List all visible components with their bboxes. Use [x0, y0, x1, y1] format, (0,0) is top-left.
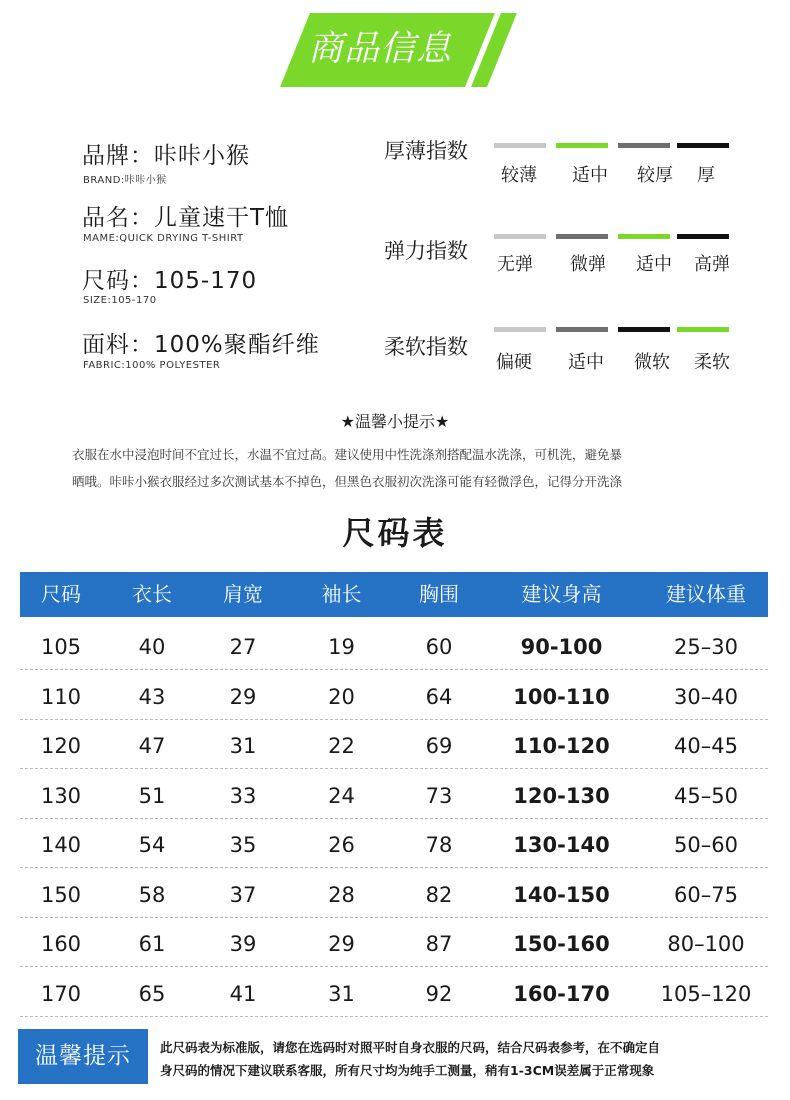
cell-length: 65 [138, 981, 166, 1006]
thickness-bar-1 [494, 143, 546, 148]
cell-chest: 92 [425, 981, 453, 1006]
table-row [20, 720, 768, 769]
thickness-label-2: 适中 [572, 165, 608, 186]
cell-size: 160 [40, 932, 82, 956]
cell-weight: 40–45 [674, 734, 738, 758]
col-header-chest: 胸围 [419, 582, 459, 606]
cell-length: 58 [138, 882, 166, 907]
tips-line: 晒哦。咔咔小猴衣服经过多次测试基本不掉色，但黑色衣服初次洗涤可能有轻微浮色，记得分开洗涤 [72, 474, 623, 489]
cell-shoulder: 37 [229, 882, 257, 907]
cell-size: 170 [40, 981, 82, 1006]
thickness-label-3: 较厚 [637, 165, 673, 186]
cell-shoulder: 31 [229, 734, 257, 758]
cell-chest: 64 [425, 684, 453, 709]
cell-shoulder: 29 [229, 684, 257, 709]
elasticity-index-title: 弹力指数 [384, 239, 468, 263]
cell-length: 47 [138, 734, 166, 758]
softness-label-3: 微软 [634, 352, 670, 373]
softness-label-2: 适中 [568, 352, 604, 373]
cell-height: 140-150 [513, 882, 610, 907]
tips-line: 衣服在水中浸泡时间不宜过长，水温不宜过高。建议使用中性洗涤剂搭配温水洗涤，可机洗，避免暴 [72, 447, 623, 462]
cell-height: 110-120 [513, 734, 610, 758]
cell-shoulder: 41 [229, 981, 257, 1006]
cell-weight: 45–50 [674, 783, 738, 808]
brand-sub: BRAND:咔咔小猴 [83, 175, 167, 186]
cell-weight: 105–120 [660, 981, 752, 1006]
cell-length: 61 [138, 932, 166, 956]
thickness-bar-4 [677, 143, 729, 148]
table-row [20, 918, 768, 967]
cell-sleeve: 20 [328, 684, 355, 709]
thickness-index-title: 厚薄指数 [384, 139, 468, 163]
thickness-bar-3 [618, 143, 670, 148]
footer-note-line: 此尺码表为标准版，请您在选码时对照平时自身衣服的尺码，结合尺码表参考，在不确定自 [160, 1040, 661, 1055]
fabric-label: 面料：100%聚酯纤维 [82, 332, 320, 358]
col-header-weight: 建议体重 [666, 582, 746, 606]
col-header-sleeve: 袖长 [321, 582, 362, 606]
elasticity-label-2: 微弹 [570, 254, 606, 275]
thickness-bar-2 [556, 143, 608, 148]
cell-weight: 50–60 [674, 833, 738, 857]
col-header-length: 衣长 [132, 582, 172, 606]
footer-note-label: 温馨提示 [35, 1043, 131, 1069]
elasticity-label-4: 高弹 [694, 254, 730, 275]
table-row [20, 968, 768, 1017]
cell-sleeve: 28 [328, 882, 355, 907]
table-row [20, 770, 768, 819]
footer-note-line: 身尺码的情况下建议联系客服，所有尺寸均为纯手工测量，稍有1-3CM误差属于正常现象 [160, 1063, 655, 1078]
table-row [20, 869, 768, 918]
size-range-sub: SIZE:105-170 [83, 295, 157, 306]
cell-size: 130 [40, 783, 82, 808]
cell-chest: 78 [425, 833, 453, 857]
cell-height: 90-100 [520, 635, 603, 659]
cell-length: 51 [138, 783, 166, 808]
col-header-size: 尺码 [41, 582, 81, 606]
cell-sleeve: 22 [328, 734, 355, 758]
cell-sleeve: 31 [328, 981, 355, 1006]
softness-bar-2 [556, 327, 608, 332]
cell-height: 120-130 [513, 783, 610, 808]
cell-sleeve: 29 [328, 932, 355, 956]
tips-title: ★温馨小提示★ [340, 412, 450, 431]
cell-shoulder: 39 [229, 932, 257, 956]
cell-length: 54 [138, 833, 166, 857]
table-row [20, 671, 768, 720]
product-name-label: 品名：儿童速干T恤 [82, 205, 290, 231]
cell-sleeve: 19 [328, 635, 355, 659]
col-header-shoulder: 肩宽 [223, 582, 263, 606]
cell-chest: 69 [425, 734, 453, 758]
page-title: 商品信息 [307, 29, 452, 69]
cell-length: 40 [138, 635, 166, 659]
cell-height: 150-160 [513, 932, 610, 956]
col-header-height: 建议身高 [521, 582, 602, 606]
cell-chest: 60 [425, 635, 453, 659]
fabric-sub: FABRIC:100% POLYESTER [83, 360, 221, 371]
cell-chest: 87 [425, 932, 453, 956]
softness-bar-1 [494, 327, 546, 332]
softness-bar-4 [677, 327, 729, 332]
elasticity-label-3: 适中 [636, 254, 672, 275]
cell-size: 120 [40, 734, 82, 758]
cell-size: 110 [40, 684, 82, 709]
cell-size: 140 [40, 833, 82, 857]
softness-label-1: 偏硬 [496, 352, 532, 373]
brand-label: 品牌：咔咔小猴 [82, 143, 250, 169]
cell-shoulder: 35 [229, 833, 257, 857]
elasticity-bar-2 [556, 234, 608, 239]
cell-weight: 80–100 [667, 932, 745, 956]
thickness-label-4: 厚 [697, 165, 715, 186]
size-table-title: 尺码表 [342, 514, 448, 552]
elasticity-label-1: 无弹 [497, 254, 533, 275]
cell-sleeve: 24 [328, 783, 355, 808]
product-name-sub: MAME:QUICK DRYING T-SHIRT [83, 233, 244, 244]
row-divider [20, 1016, 768, 1017]
elasticity-bar-1 [494, 234, 546, 239]
cell-chest: 82 [425, 882, 453, 907]
cell-chest: 73 [425, 783, 453, 808]
cell-height: 100-110 [513, 684, 610, 709]
thickness-label-1: 较薄 [501, 165, 537, 186]
cell-size: 150 [40, 882, 82, 907]
size-table-header [20, 572, 768, 617]
cell-weight: 30–40 [674, 684, 738, 709]
cell-sleeve: 26 [328, 833, 355, 857]
cell-weight: 60–75 [674, 882, 738, 907]
softness-label-4: 柔软 [694, 352, 730, 373]
cell-weight: 25–30 [674, 635, 738, 659]
table-row [20, 819, 768, 868]
softness-index-title: 柔软指数 [384, 335, 468, 359]
cell-shoulder: 27 [229, 635, 257, 659]
elasticity-bar-3 [618, 234, 670, 239]
cell-height: 160-170 [513, 981, 610, 1006]
softness-bar-3 [618, 327, 670, 332]
cell-length: 43 [138, 684, 166, 709]
cell-shoulder: 33 [229, 783, 257, 808]
cell-size: 105 [40, 635, 82, 659]
elasticity-bar-4 [677, 234, 729, 239]
size-range-label: 尺码：105-170 [82, 268, 258, 294]
table-row [20, 621, 768, 670]
cell-height: 130-140 [513, 833, 610, 857]
